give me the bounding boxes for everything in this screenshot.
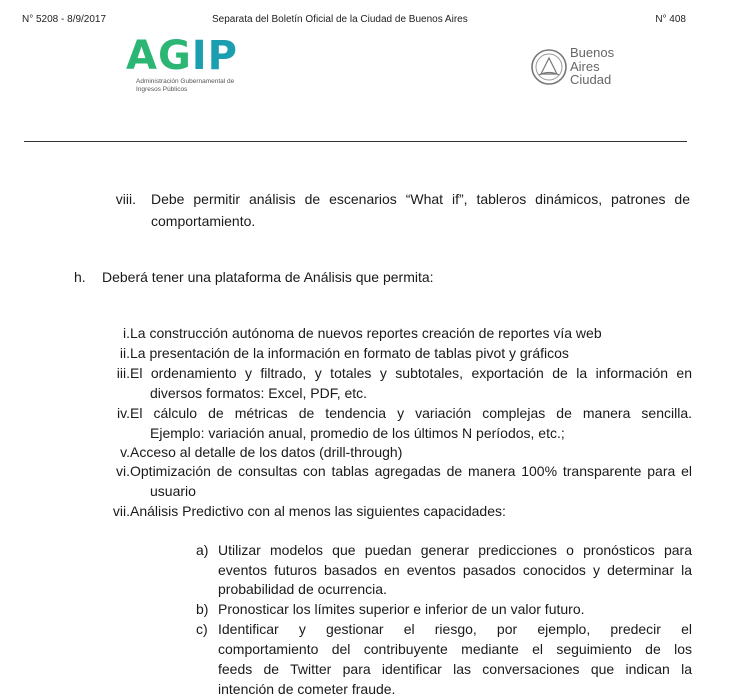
sub-list-letter: b): [196, 601, 209, 617]
list-number: ii.: [119, 345, 130, 361]
sub-item-line: feeds de Twitter para identificar las conversaciones que indican la: [218, 661, 692, 677]
list-item-line: Acceso al detalle de los datos (drill-through): [130, 444, 403, 460]
list-number-viii: viii.: [115, 191, 136, 207]
sub-item-line: Identificar y gestionar el riesgo, por ejemplo, predecir el: [218, 621, 692, 637]
list-item-line: diversos formatos: Excel, PDF, etc.: [150, 385, 368, 401]
agip-subtitle: Administración Gubernamental de Ingresos Públicos: [136, 78, 235, 93]
list-item-line: usuario: [150, 483, 196, 499]
list-number: vii.: [112, 503, 130, 519]
list-item-line: Análisis Predictivo con al menos las siguientes capacidades:: [130, 503, 506, 519]
list-number: i.: [123, 325, 130, 341]
list-item-line: Optimización de consultas con tablas agregadas de manera 100% transparente para el: [130, 463, 692, 479]
list-item-line: Ejemplo: variación anual, promedio de los últimos N períodos, etc.;: [150, 425, 565, 441]
header-issue-date: N° 5208 - 8/9/2017: [22, 14, 107, 25]
list-item-line: El ordenamiento y filtrado, y totales y subtotales, exportación de la información en: [130, 365, 692, 381]
header-divider: [24, 141, 687, 142]
header-page-number: N° 408: [655, 14, 686, 25]
agip-wordmark: AGIP: [126, 33, 238, 79]
list-number: v.: [120, 444, 130, 460]
agip-logo: [126, 33, 246, 100]
list-number: iii.: [116, 365, 130, 381]
sub-item-line: Pronosticar los límites superior e inferior de un valor futuro.: [218, 601, 585, 617]
city-seal-icon: [530, 44, 568, 90]
sub-list-letter: a): [196, 542, 209, 558]
sub-item-line: intención de cometer fraude.: [218, 681, 396, 697]
header-publication-title: Separata del Boletín Oficial de la Ciudad de Buenos Aires: [212, 14, 468, 25]
list-number: vi.: [116, 463, 130, 479]
sub-item-line: comportamiento del contribuyente mediante el seguimiento de los: [218, 641, 692, 657]
ba-line-3: Ciudad: [570, 72, 612, 87]
list-number: iv.: [117, 405, 130, 421]
sub-item-line: eventos futuros basados en eventos pasados conocidos y determinar la: [218, 562, 692, 578]
ba-wordmark: [570, 46, 614, 87]
list-item-line: La presentación de la información en formato de tablas pivot y gráficos: [130, 345, 569, 361]
paragraph-line: comportamiento.: [151, 213, 256, 229]
ba-line-1: Buenos: [570, 45, 615, 60]
sub-item-line: probabilidad de ocurrencia.: [218, 581, 387, 597]
ba-line-2: Aires: [570, 58, 600, 74]
sub-list-letter: c): [196, 621, 208, 637]
list-letter-h: h.: [74, 269, 86, 285]
section-h-text: Deberá tener una plataforma de Análisis que permita:: [102, 269, 434, 285]
list-item-line: La construcción autónoma de nuevos reportes creación de reportes vía web: [130, 325, 602, 341]
sub-item-line: Utilizar modelos que puedan generar predicciones o pronósticos para: [218, 542, 692, 558]
list-item-line: El cálculo de métricas de tendencia y variación complejas de manera sencilla.: [130, 405, 692, 421]
buenos-aires-ciudad-logo: [530, 44, 670, 94]
paragraph-line: Debe permitir análisis de escenarios “What if”, tableros dinámicos, patrones de: [151, 191, 690, 207]
